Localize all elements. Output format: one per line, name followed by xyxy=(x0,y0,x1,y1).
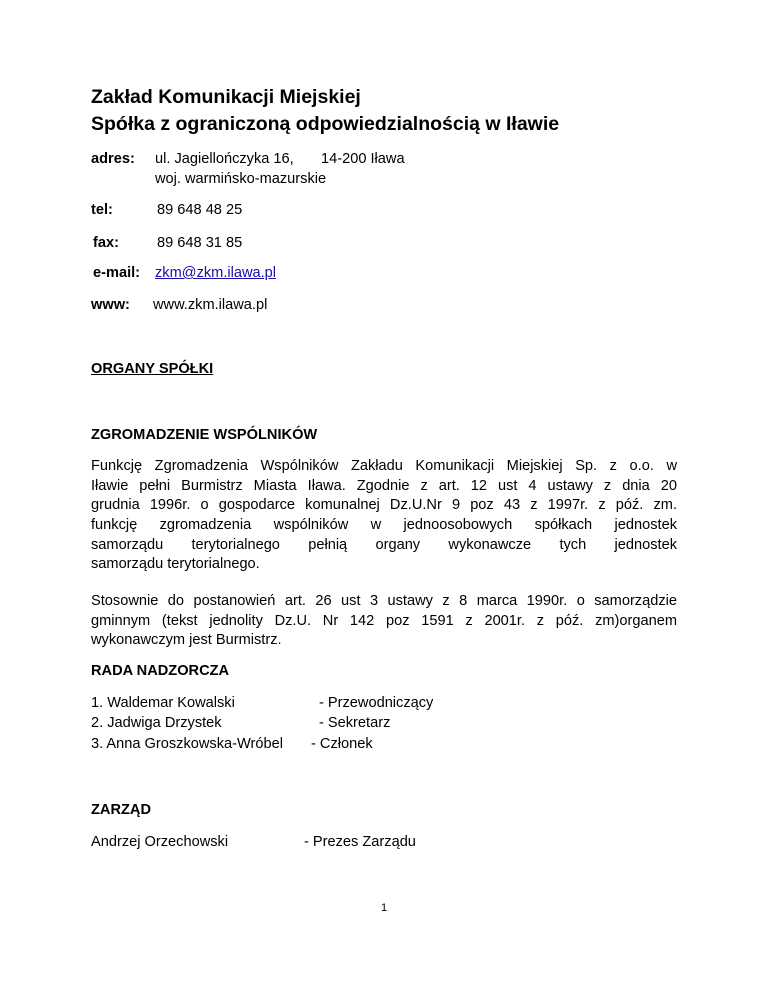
paragraph-line: wykonawczym jest Burmistrz. xyxy=(91,632,282,649)
paragraph-line: samorządu terytorialnego pełnią organy wykonawcze tych jednostek xyxy=(91,536,677,553)
board-member-role: - Członek xyxy=(311,736,373,752)
board-member-name: 2. Jadwiga Drzystek xyxy=(91,715,222,731)
board-member-name: 1. Waldemar Kowalski xyxy=(91,695,235,711)
address-region: woj. warmińsko-mazurskie xyxy=(155,171,327,187)
board-member-role: - Sekretarz xyxy=(319,715,391,731)
page-number: 1 xyxy=(381,902,388,914)
section-heading-supervisory-board: RADA NADZORCZA xyxy=(91,663,230,679)
paragraph-line: samorządu terytorialnego. xyxy=(91,556,260,573)
company-name-line1: Zakład Komunikacji Miejskiej xyxy=(91,86,361,108)
paragraph-line: Funkcję Zgromadzenia Wspólników Zakładu Komunikacji Miejskiej Sp. z o.o. w xyxy=(91,458,677,474)
section-heading-shareholders: ZGROMADZENIE WSPÓLNIKÓW xyxy=(91,427,318,443)
tel-label: tel: xyxy=(91,202,113,218)
fax-label: fax: xyxy=(93,235,119,251)
section-heading-organs: ORGANY SPÓŁKI xyxy=(91,361,214,377)
management-member-name: Andrzej Orzechowski xyxy=(91,834,229,850)
address-postal: 14-200 Iława xyxy=(321,151,405,167)
address-label: adres: xyxy=(91,151,135,167)
shareholders-paragraph-2 xyxy=(91,592,677,651)
paragraph-line: Iławie pełni Burmistrz Miasta Iława. Zgodnie z art. 12 ust 4 ustawy z dnia 20 xyxy=(91,477,677,494)
paragraph-line: grudnia 1996r. o gospodarce komunalnej Dz.U.Nr 9 poz 43 z 1997r. z póź. zm. xyxy=(91,497,677,514)
board-member-role: - Przewodniczący xyxy=(319,695,434,711)
www-value: www.zkm.ilawa.pl xyxy=(153,297,268,313)
paragraph-line: funkcję zgromadzenia wspólników w jednoosobowych spółkach jednostek xyxy=(91,517,677,534)
board-member-name: 3. Anna Groszkowska-Wróbel xyxy=(91,736,283,752)
company-name-line2: Spółka z ograniczoną odpowiedzialnością w Iławie xyxy=(91,113,560,135)
paragraph-line: Stosownie do postanowień art. 26 ust 3 ustawy z 8 marca 1990r. o samorządzie xyxy=(91,593,677,609)
management-member-role: - Prezes Zarządu xyxy=(304,834,416,850)
paragraph-line: gminnym (tekst jednolity Dz.U. Nr 142 poz 1591 z 2001r. z póź. zm)organem xyxy=(91,612,677,629)
email-link[interactable]: zkm@zkm.ilawa.pl xyxy=(155,265,277,281)
shareholders-paragraph-1 xyxy=(91,457,677,575)
section-heading-management: ZARZĄD xyxy=(91,802,151,818)
fax-value: 89 648 31 85 xyxy=(157,235,243,251)
tel-value: 89 648 48 25 xyxy=(157,202,243,218)
email-label: e-mail: xyxy=(93,265,141,281)
address-street: ul. Jagiellończyka 16, xyxy=(155,151,294,167)
www-label: www: xyxy=(91,297,130,313)
